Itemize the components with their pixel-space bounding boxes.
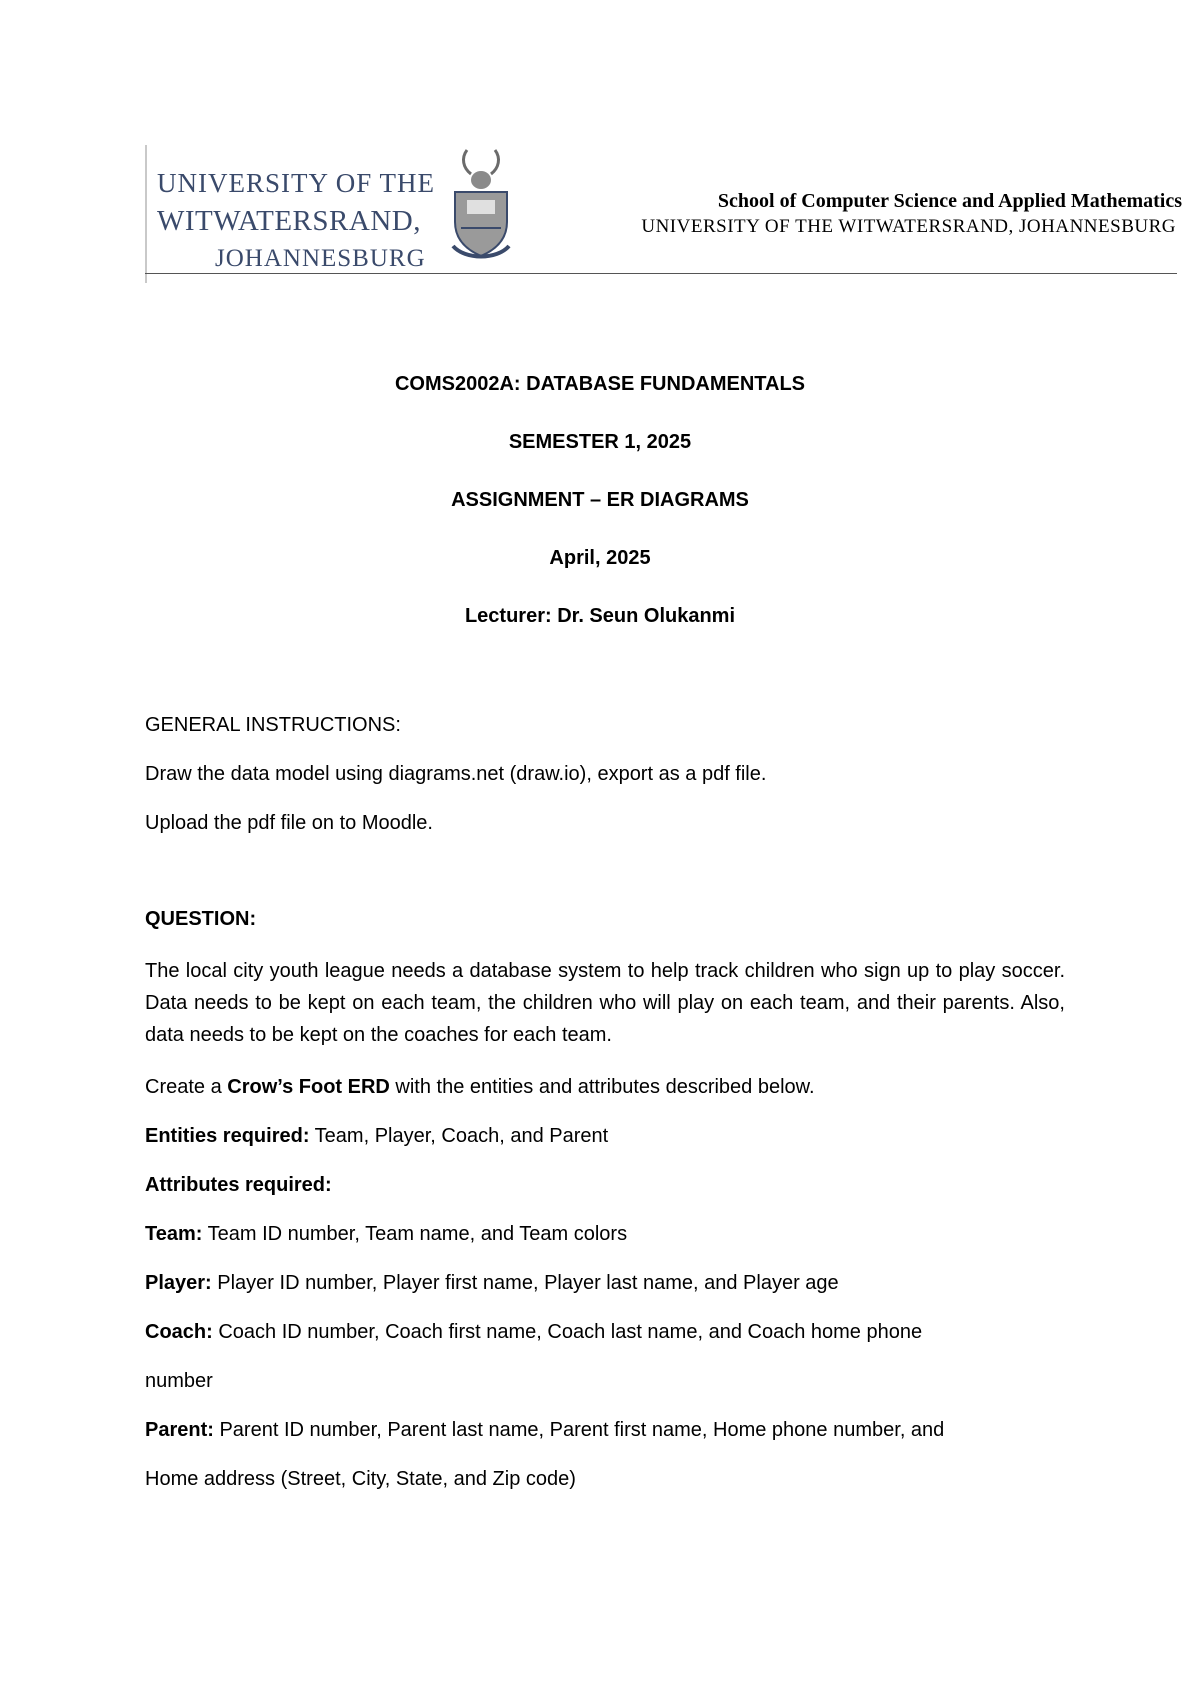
- university-name: UNIVERSITY OF THE WITWATERSRAND, JOHANNESBURG: [641, 216, 1176, 237]
- semester-title: SEMESTER 1, 2025: [508, 431, 692, 453]
- course-title: COMS2002A: DATABASE FUNDAMENTALS: [394, 373, 806, 395]
- university-logo: [155, 148, 515, 278]
- instruction-item: Upload the pdf file on to Moodle.: [145, 812, 433, 834]
- parent-attributes: Parent: Parent ID number, Parent last name, Parent first name, Home phone number, and: [145, 1419, 945, 1441]
- logo-line-1: UNIVERSITY OF THE: [157, 168, 435, 198]
- question-heading: QUESTION:: [145, 908, 257, 930]
- logo-divider: [145, 145, 147, 283]
- school-heading: [641, 188, 1182, 240]
- school-name: School of Computer Science and Applied Mathematics: [717, 190, 1182, 212]
- date-title: April, 2025: [549, 547, 651, 569]
- player-attributes: Player: Player ID number, Player first name, Player last name, and Player age: [145, 1272, 839, 1294]
- question-intro: The local city youth league needs a database system to help track children who sign up to play soccer. Data needs to be kept on each team, the children who will play on each team, and their parents. Also, data needs to be kept on the coaches for each team.: [145, 960, 1065, 1046]
- title-block: [0, 372, 1200, 662]
- coach-attributes-cont: number: [145, 1370, 213, 1392]
- document-body: [145, 712, 1065, 1492]
- team-attributes: Team: Team ID number, Team name, and Team colors: [145, 1223, 628, 1245]
- instruction-item: Draw the data model using diagrams.net (draw.io), export as a pdf file.: [145, 763, 767, 785]
- header-divider: [145, 273, 1177, 274]
- assignment-title: ASSIGNMENT – ER DIAGRAMS: [451, 489, 749, 511]
- instructions-heading: GENERAL INSTRUCTIONS:: [145, 714, 401, 736]
- logo-line-3: JOHANNESBURG: [215, 245, 426, 272]
- attributes-heading: Attributes required:: [145, 1174, 332, 1196]
- parent-attributes-cont: Home address (Street, City, State, and Zip code): [145, 1468, 576, 1490]
- logo-line-2: WITWATERSRAND,: [157, 205, 421, 237]
- create-instruction: Create a Crow’s Foot ERD with the entities and attributes described below.: [145, 1076, 815, 1098]
- erd-type: Crow’s Foot ERD: [227, 1076, 390, 1098]
- entities-line: Entities required: Team, Player, Coach, and Parent: [145, 1125, 609, 1147]
- coach-attributes: Coach: Coach ID number, Coach first name, Coach last name, and Coach home phone: [145, 1321, 923, 1343]
- lecturer-title: Lecturer: Dr. Seun Olukanmi: [464, 605, 736, 627]
- kudu-crest-icon: [453, 150, 509, 257]
